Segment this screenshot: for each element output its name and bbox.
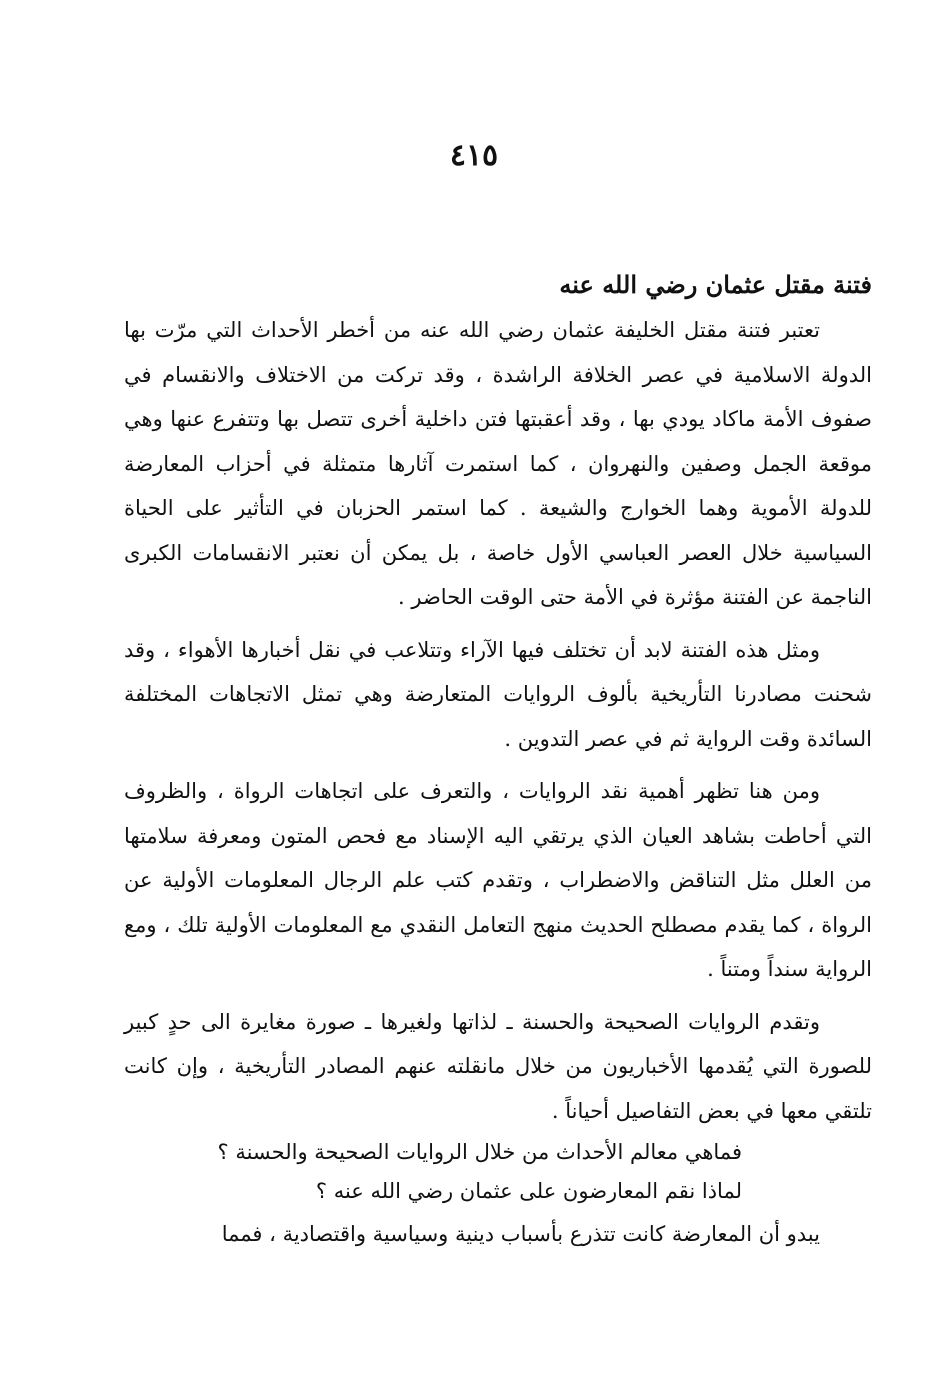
question-2: لماذا نقم المعارضون على عثمان رضي الله عنه ؟: [315, 1178, 742, 1203]
section-title: فتنة مقتل عثمان رضي الله عنه: [559, 270, 872, 299]
page-body: [124, 262, 872, 1257]
question-1: فماهي معالم الأحداث من خلال الروايات الصحيحة والحسنة ؟: [217, 1140, 742, 1164]
paragraph-2: ومثل هذه الفتنة لابد أن تختلف فيها الآراء وتتلاعب في نقل أخبارها الأهواء ، وقد شحنت مصادرنا التأريخية بألوف الروايات المتعارضة وهي تمثل الاتجاهات المختلفة السائدة وقت الرواية ثم في عصر التدوين .: [124, 637, 872, 751]
paragraph-1: تعتبر فتنة مقتل الخليفة عثمان رضي الله عنه من أخطر الأحداث التي مرّت بها الدولة الاسلامية في عصر الخلافة الراشدة ، وقد تركت من الاختلاف والانقسام في صفوف الأمة ماكاد يودي بها ، وقد أعقبتها فتن داخلية أخرى تتصل بها وتتفرع عنها وهي موقعة الجمل وصفين والنهروان ، كما استمرت آثارها متمثلة في أحزاب المعارضة للدولة الأموية وهما الخوارج والشيعة . كما استمر الحزبان في التأثير على الحياة السياسية خلال العصر العباسي الأول خاصة ، بل يمكن أن نعتبر الانقسامات الكبرى الناجمة عن الفتنة مؤثرة في الأمة حتى الوقت الحاضر .: [124, 318, 872, 609]
paragraph-3: ومن هنا تظهر أهمية نقد الروايات ، والتعرف على اتجاهات الرواة ، والظروف التي أحاطت بشاهد العيان الذي يرتقي اليه الإسناد مع فحص المتون ومعرفة سلامتها من العلل مثل التناقض والاضطراب ، وتقدم كتب علم الرجال المعلومات الأولية عن الرواة ، كما يقدم مصطلح الحديث منهج التعامل النقدي مع المعلومات الأولية تلك ، ومع الرواية سنداً ومتناً .: [124, 779, 873, 981]
closing-line: يبدو أن المعارضة كانت تتذرع بأسباب دينية وسياسية واقتصادية ، فمما: [221, 1222, 820, 1246]
paragraph-4: وتقدم الروايات الصحيحة والحسنة ـ لذاتها ولغيرها ـ صورة مغايرة الى حدٍ كبير للصورة التي يُقدمها الأخباريون من خلال مانقلته عنهم المصادر التأريخية ، وإن كانت تلتقي معها في بعض التفاصيل أحياناً .: [124, 1009, 872, 1123]
page-number: ٤١٥: [449, 138, 499, 173]
